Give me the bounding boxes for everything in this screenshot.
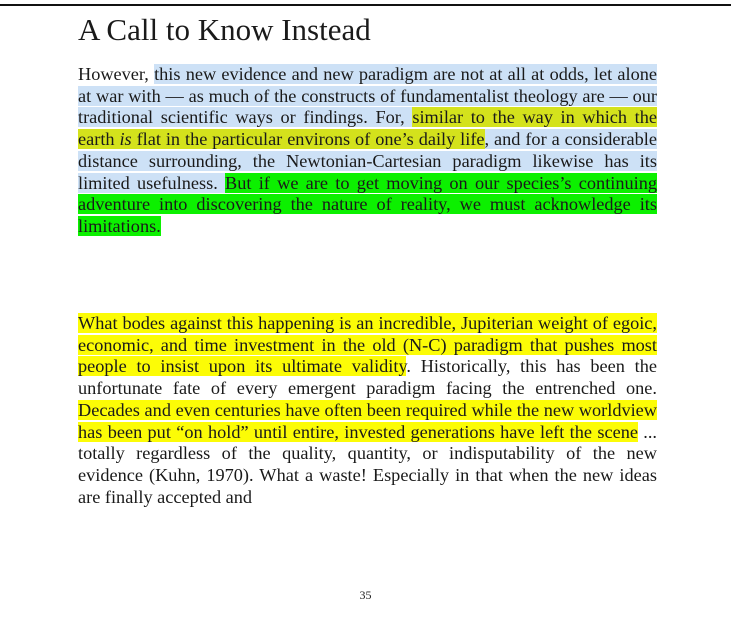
text-segment: ... totally regardless of the quality, quantity, or indisputability of the new evidence (Kuhn, 1970). What a waste! Especially in that when the new ideas are finally accepted and — [78, 421, 657, 507]
highlight-yellow: What bodes against this happening is an incredible, Jupiterian weight of egoic, economic, and time investment in the old (N-C) paradigm that pushes most people to insist upon its ultimate validity — [78, 313, 657, 377]
page-number: 35 — [359, 588, 372, 602]
top-rule — [0, 4, 731, 6]
text-segment: this new evidence and new paradigm are not at all at odds, let alone at war with — as much of the constructs of fundamentalist theology are — our traditional scientific ways or findings. For, — [78, 64, 657, 128]
page-title: A Call to Know Instead — [78, 12, 371, 47]
text-segment: . Historically, this has been the unfortunate fate of every emergent paradigm facing the entrenched one. — [78, 356, 657, 399]
paragraph-2 — [78, 313, 657, 508]
text-segment: flat in the particular environs of one’s daily life — [131, 129, 485, 150]
paragraph-1 — [78, 64, 657, 238]
highlight-yellow: Decades and even centuries have often been required while the new worldview has been put “on hold” until entire, invested generations have left the scene — [78, 399, 657, 442]
text-segment: similar to the way in which the earth — [78, 107, 657, 150]
highlight-green: But if we are to get moving on our species’s continuing adventure into discovering the nature of reality, we must acknowledge its limitations. — [78, 172, 657, 236]
italic-emphasis: is — [119, 129, 132, 150]
text-segment: However, — [78, 64, 155, 84]
text-segment: , and for a considerable distance surrounding, the Newtonian-Cartesian paradigm likewise has its limited usefulness. — [78, 129, 657, 193]
